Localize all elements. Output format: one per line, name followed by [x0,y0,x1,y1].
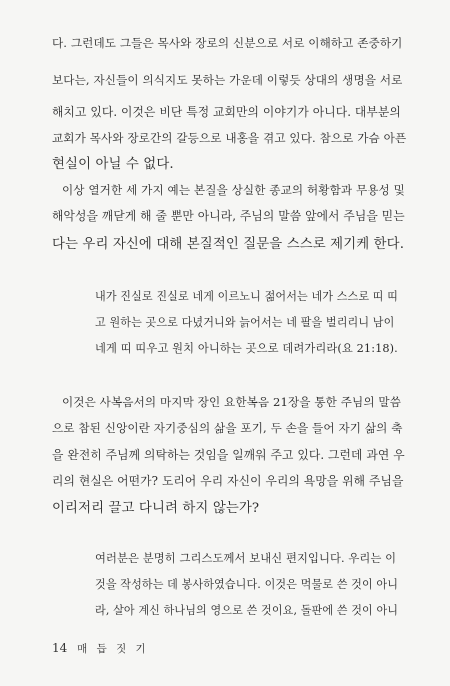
text-line: 현실이 아닐 수 없다. [52,157,174,172]
text-line: 리의 현실은 어떤가? 도리어 우리 자신이 우리의 욕망을 위해 주님을 [52,474,404,488]
page-footer [52,641,149,656]
text-line: 이리저리 끌고 다니려 하지 않는가? [52,501,260,516]
text-line: 보다는, 자신들이 의식지도 못하는 가운데 이렇듯 상대의 생명을 서로 [52,73,403,87]
quote-line: 내가 진실로 진실로 네게 이르노니 젊어서는 네가 스스로 띠 띠 [95,290,399,303]
text-line: 다는 우리 자신에 대해 본질적인 질문을 스스로 제기케 한다. [52,237,405,252]
quote-line: 라, 살아 계신 하나님의 영으로 쓴 것이요, 돌판에 쓴 것이 아니 [95,604,399,617]
text-line: 해치고 있다. 이것은 비단 특정 교회만의 이야기가 아니다. 대부분의 [52,105,401,119]
page-number: 14 [52,641,68,655]
text-line: 으로 참된 신앙이란 자기중심의 삶을 포기, 두 손을 들어 자기 삶의 축 [52,421,403,435]
text-line: 이상 열거한 세 가지 예는 본질을 상실한 종교의 허황함과 무용성 및 [62,183,405,197]
quote-line: 여러분은 분명히 그리스도께서 보내신 편지입니다. 우리는 이 [95,552,397,565]
text-line: 이것은 사복음서의 마지막 장인 요한복음 21장을 통한 주님의 말씀 [62,395,402,409]
text-line: 교회가 목사와 장로간의 갈등으로 내홍을 겪고 있다. 참으로 가슴 아픈 [52,131,407,145]
text-line: 다. 그런데도 그들은 목사와 장로의 신분으로 서로 이해하고 존중하기 [52,36,403,50]
text-line: 해악성을 깨닫게 해 줄 뿐만 아니라, 주님의 말씀 앞에서 주님을 믿는 [52,209,405,223]
text-line: 을 완전히 주님께 의탁하는 것임을 일깨워 주고 있다. 그런데 과연 우 [52,448,405,462]
quote-line: 고 원하는 곳으로 다녔거니와 늙어서는 네 팔을 벌리리니 남이 [95,316,395,329]
quote-line: 네게 띠 띠우고 원치 아니하는 곳으로 데려가리라(요 21:18). [95,342,398,355]
quote-line: 것을 작성하는 데 봉사하였습니다. 이것은 먹물로 쓴 것이 아니 [95,578,399,591]
running-title: 매 듭 짓 기 [77,643,149,655]
